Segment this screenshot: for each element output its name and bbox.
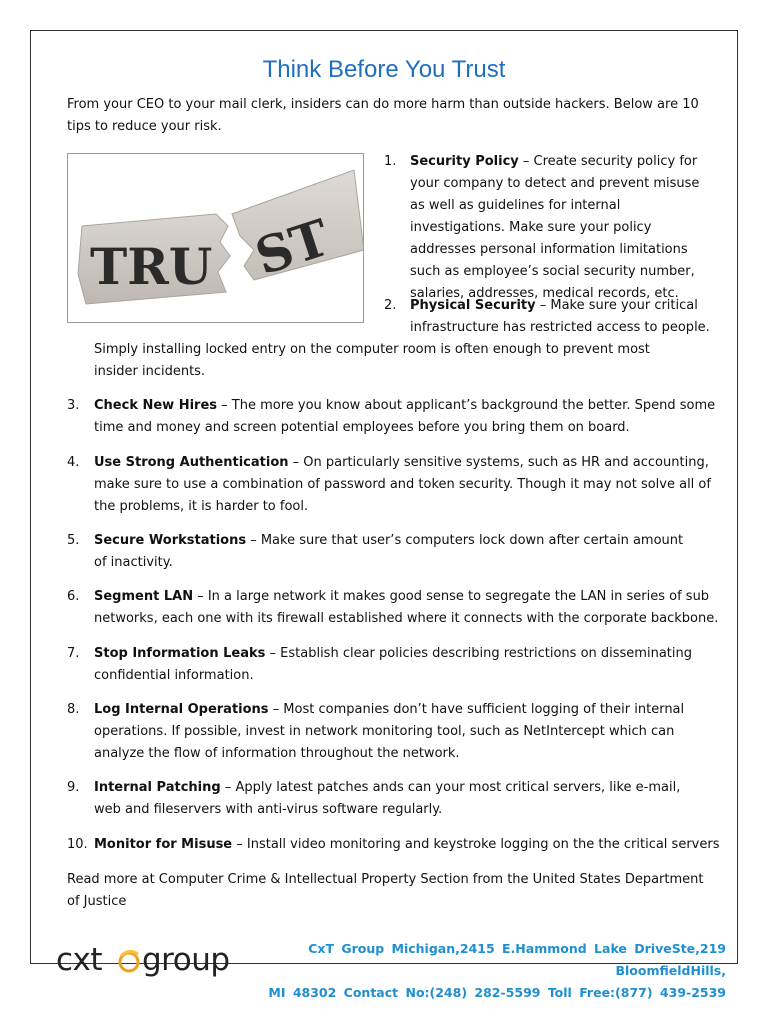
tip-label: Use Strong Authentication — [94, 455, 289, 470]
tip-number: 7. — [67, 646, 80, 661]
tip-number: 5. — [67, 533, 80, 548]
closing-paragraph: Read more at Computer Crime & Intellectual Property Section from the United States Department of Justice — [67, 872, 704, 909]
tip-item-2 — [384, 295, 724, 339]
tip-text: – Make sure that user’s computers lock down after certain amount of inactivity. — [94, 533, 684, 570]
tip-label: Check New Hires — [94, 398, 218, 413]
tip-label: Security Policy — [410, 154, 519, 169]
image-word-left: TRU — [90, 237, 213, 296]
tip-text: – The more you know about applicant’s background the better. Spend some time and money and screen potential employees before you bring them on board. — [94, 398, 716, 435]
tip-label: Segment LAN — [94, 589, 194, 604]
contact-info — [226, 938, 726, 1004]
logo-swirl-icon — [116, 948, 142, 974]
tip-text: – In a large network it makes good sense to segregate the LAN in series of sub networks, each one with its firewall established where it connects with the corporate backbone. — [94, 589, 719, 626]
tip-number: 2. — [384, 298, 397, 313]
tip-text: – Install video monitoring and keystroke logging on the the critical servers — [232, 837, 720, 852]
tip-label: Stop Information Leaks — [94, 646, 266, 661]
cxt-group-logo — [56, 940, 230, 982]
tip-text: – Establish clear policies describing restrictions on disseminating confidential information. — [94, 646, 692, 683]
tip-text: – Create security policy for your company to detect and prevent misuse as well as guidelines for internal investigations. Make sure your policy addresses personal information limitations such as employee’s social security number, salaries, addresses, medical records, etc. — [410, 154, 700, 301]
tip-number: 10. — [67, 837, 88, 852]
tip-text: – Most companies don’t have sufficient logging of their internal operations. If possible, invest in network monitoring tool, such as NetIntercept which can analyze the flow of information throughout the network. — [94, 702, 685, 761]
tip-number: 1. — [384, 154, 397, 169]
logo-text-right: group — [142, 942, 230, 978]
tip-number: 6. — [67, 589, 80, 604]
tip-label: Physical Security — [410, 298, 536, 313]
tip-text: – Apply latest patches ands can your most critical servers, like e-mail, web and fileservers with anti-virus software regularly. — [94, 780, 681, 817]
tip-label: Monitor for Misuse — [94, 837, 233, 852]
tip-number: 9. — [67, 780, 80, 795]
tip-text: – On particularly sensitive systems, such as HR and accounting, make sure to use a combination of password and token security. Though it may not solve all of the problems, it is harder to fool. — [94, 455, 711, 514]
trust-torn-paper-image — [67, 153, 364, 323]
tip-number: 3. — [67, 398, 80, 413]
page-title: Think Before You Trust — [262, 56, 506, 83]
tip-2-continuation: Simply installing locked entry on the computer room is often enough to prevent most insider incidents. — [94, 342, 650, 379]
tip-number: 4. — [67, 455, 80, 470]
tip-number: 8. — [67, 702, 80, 717]
tip-item-1 — [384, 151, 724, 301]
tip-label: Log Internal Operations — [94, 702, 269, 717]
tip-text: – Make sure your critical infrastructure has restricted access to people. — [410, 298, 710, 335]
image-word-right: ST — [248, 207, 337, 287]
intro-paragraph: From your CEO to your mail clerk, insiders can do more harm than outside hackers. Below are 10 tips to reduce your risk. — [67, 97, 699, 134]
logo-text-left: cxt — [56, 942, 103, 978]
contact-address-line: CxT Group Michigan,2415 E.Hammond Lake DriveSte,219 BloomfieldHills, — [308, 941, 726, 978]
tip-label: Secure Workstations — [94, 533, 247, 548]
tip-label: Internal Patching — [94, 780, 221, 795]
contact-phone-line: MI 48302 Contact No:(248) 282-5599 Toll Free:(877) 439-2539 — [268, 985, 726, 1000]
